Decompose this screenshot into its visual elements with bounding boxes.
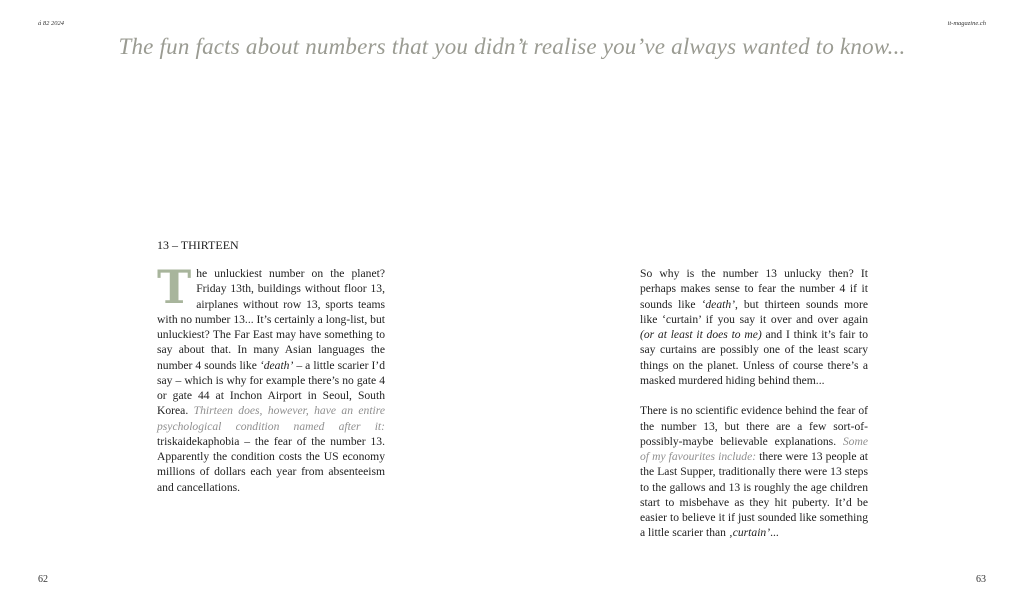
page-title: The fun facts about numbers that you didn’t realise you’ve always wanted to know... xyxy=(118,34,906,59)
left-highlight: Thirteen does, however, have an entire psychological condition named after it: xyxy=(157,404,385,433)
page-number-right: 63 xyxy=(976,574,986,585)
right-p2-emphasis-curtain: ‚curtain’ xyxy=(728,526,771,540)
right-p1-aside: (or at least it does to me) xyxy=(640,328,762,341)
left-text-1: he unluckiest number on the planet? Friday 13th, buildings without floor 13, airplanes without row 13, sports teams with no number 13... It’s certainly a long-list, but unluckiest? The Far East may have something to say about that. In many Asian languages the number 4 sounds like xyxy=(157,267,385,372)
right-p2-highlight: Some of my favourites include: xyxy=(640,434,868,463)
left-paragraph xyxy=(157,260,385,495)
right-paragraph-2 xyxy=(640,403,868,540)
website-label: it-magazine.ch xyxy=(947,20,986,27)
right-p1-text-b: , but thirteen sounds more like ‘curtain’ if you say it over and over again xyxy=(640,297,868,326)
right-column xyxy=(640,266,868,556)
right-p1-text-a: So why is the number 13 unlucky then? It perhaps makes sense to fear the number 4 if it sounds like xyxy=(640,267,868,311)
left-emphasis-death: ‘death’ xyxy=(259,358,294,372)
right-p1-emphasis-death: ‘death’ xyxy=(701,297,735,311)
page-number-left: 62 xyxy=(38,574,48,585)
right-paragraph-1 xyxy=(640,266,868,388)
right-p2-text-a: There is no scientific evidence behind the fear of the number 13, but there are a few sort-of-possibly-maybe believable explanations. xyxy=(640,404,868,448)
right-p2-text-c: ... xyxy=(770,526,779,540)
left-text-3: triskaidekaphobia – the fear of the number 13. Apparently the condition costs the US economy millions of dollars each year from absenteeism and cancellations. xyxy=(157,434,385,494)
left-text-2: – a little scarier I’d say – which is why for example there’s no gate 4 or gate 44 at Inchon Airport in Seoul, South Korea. xyxy=(157,358,385,418)
right-p2-text-b: there were 13 people at the Last Supper, traditionally there were 13 steps to the gallows and 13 is roughly the age children start to misbehave as they hit puberty. It’d be easier to believe it if just sounded like something a little scarier than xyxy=(640,450,868,540)
dropcap-letter: T xyxy=(157,260,192,314)
left-column xyxy=(157,260,385,495)
issue-label: á 82 2024 xyxy=(38,20,64,27)
right-p1-text-c: and I think it’s fair to say curtains are possibly one of the least scary things on the planet. Unless of course there’s a masked murdered hiding behind them... xyxy=(640,328,868,387)
section-heading: 13 – THIRTEEN xyxy=(157,238,239,252)
